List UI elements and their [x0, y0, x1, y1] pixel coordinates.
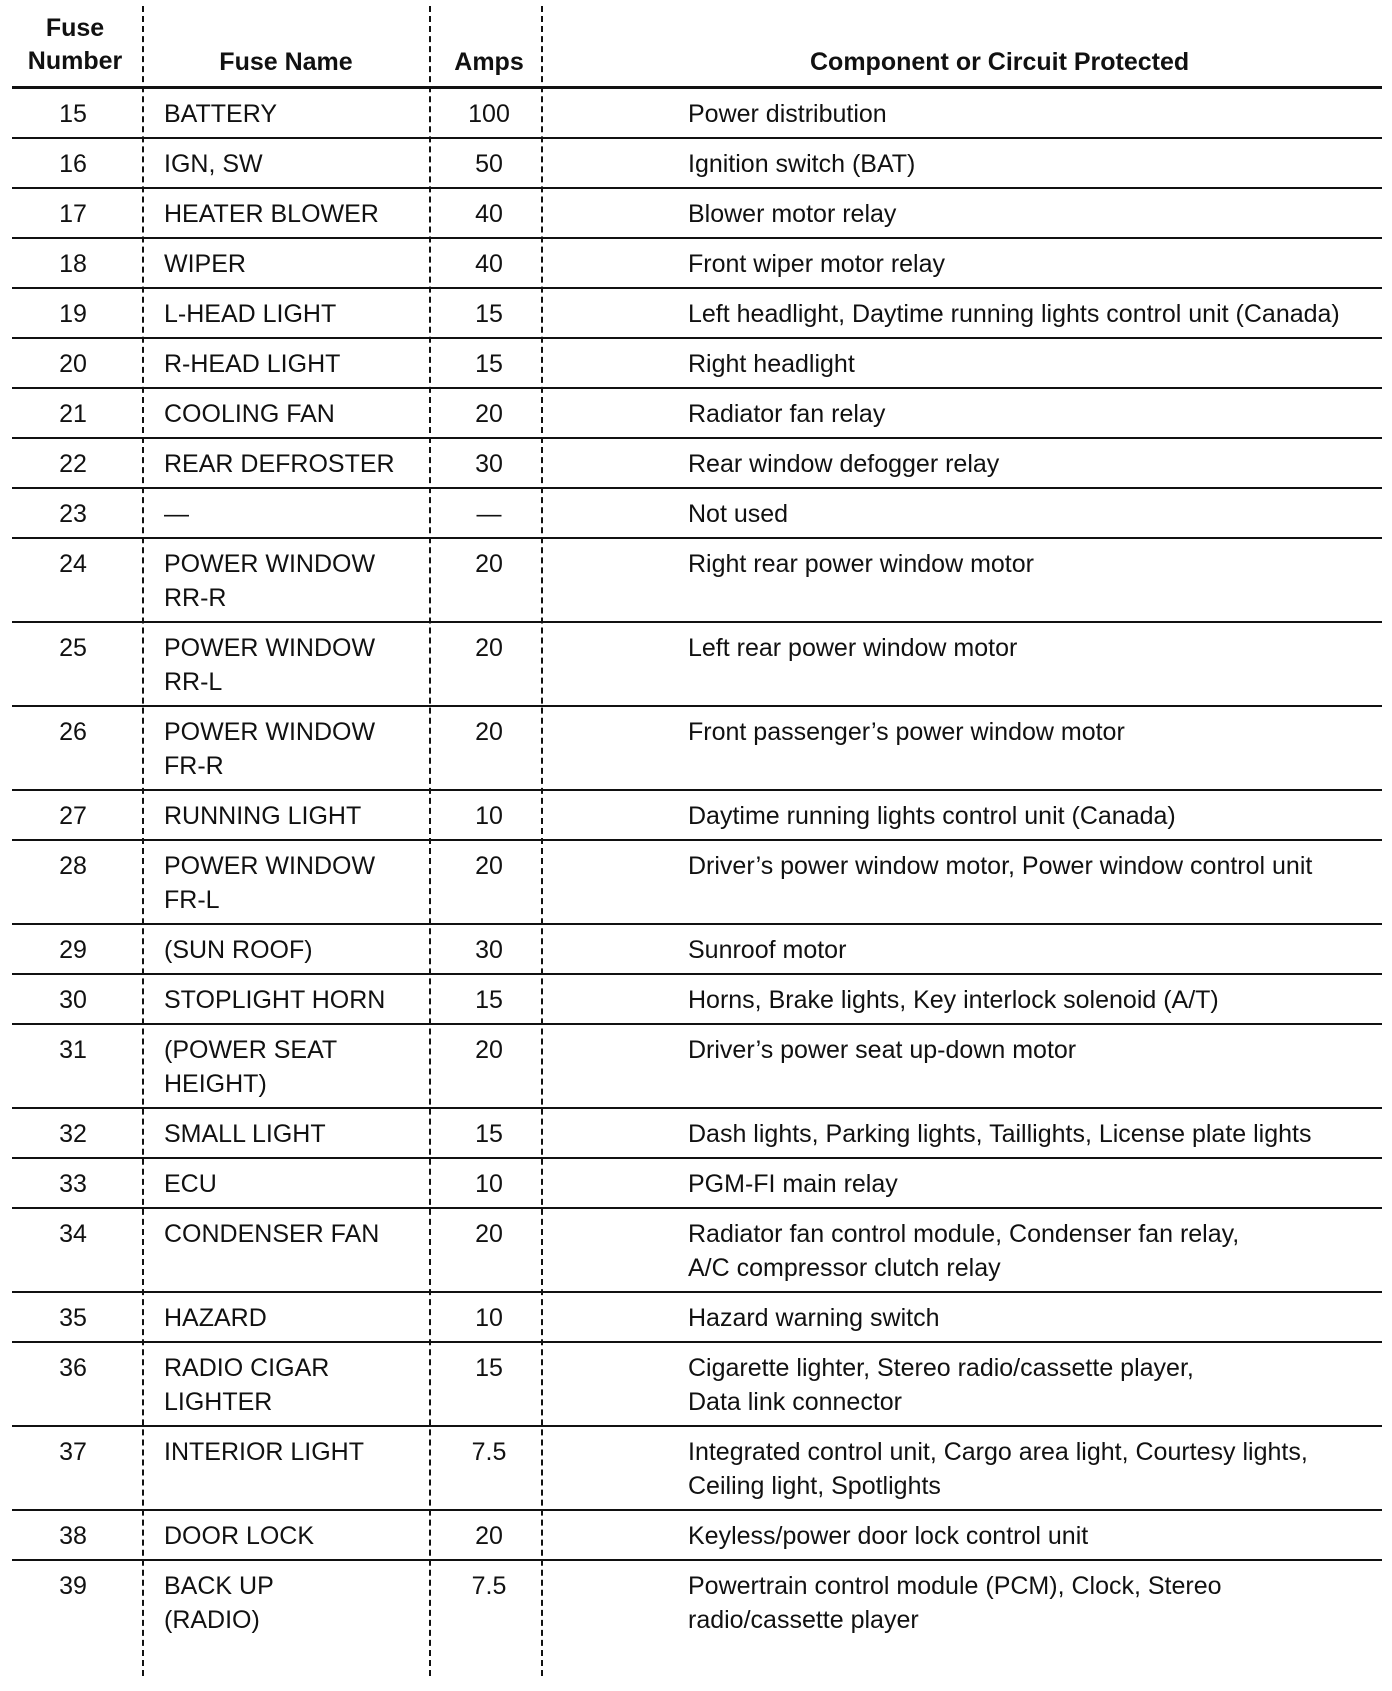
fuse-number-cell: 17 [59, 200, 87, 228]
fuse-name-cell: R-HEAD LIGHT [164, 350, 341, 378]
fuse-name-cell: POWER WINDOW RR-L [164, 634, 376, 696]
component-cell: Driver’s power seat up-down motor [688, 1036, 1077, 1064]
amps-cell: 20 [475, 634, 503, 662]
fuse-number-cell: 39 [59, 1572, 87, 1600]
amps-cell: 15 [475, 986, 503, 1014]
fuse-name-cell: IGN, SW [164, 150, 263, 178]
amps-cell: 40 [475, 250, 503, 278]
fuse-number-cell: 23 [59, 500, 87, 528]
fuse-number-cell: 18 [59, 250, 87, 278]
fuse-number-cell: 26 [59, 718, 87, 746]
fuse-number-cell: 33 [59, 1170, 87, 1198]
table-row [12, 975, 1382, 1025]
table-row [12, 539, 1382, 623]
amps-cell: 20 [475, 400, 503, 428]
fuse-name-cell: COOLING FAN [164, 400, 335, 428]
fuse-name-cell: L-HEAD LIGHT [164, 300, 337, 328]
fuse-number-cell: 38 [59, 1522, 87, 1550]
table-row [12, 1109, 1382, 1159]
table-row [12, 339, 1382, 389]
amps-cell: 40 [475, 200, 503, 228]
table-body [12, 89, 1382, 1691]
fuse-name-cell: BACK UP (RADIO) [164, 1572, 274, 1634]
component-cell: Blower motor relay [688, 200, 897, 228]
fuse-number-cell: 27 [59, 802, 87, 830]
fuse-name-cell: POWER WINDOW FR-L [164, 852, 376, 914]
component-cell: Dash lights, Parking lights, Taillights, License plate lights [688, 1120, 1312, 1148]
fuse-number-cell: 30 [59, 986, 87, 1014]
amps-cell: 15 [475, 1120, 503, 1148]
component-cell: Daytime running lights control unit (Canada) [688, 802, 1176, 830]
component-cell: Front passenger’s power window motor [688, 718, 1125, 746]
component-cell: Cigarette lighter, Stereo radio/cassette player, Data link connector [688, 1354, 1194, 1416]
fuse-name-cell: (POWER SEAT HEIGHT) [164, 1036, 338, 1098]
component-cell: Horns, Brake lights, Key interlock solenoid (A/T) [688, 986, 1219, 1014]
component-cell: Right headlight [688, 350, 855, 378]
table-row [12, 623, 1382, 707]
table-row [12, 439, 1382, 489]
table-row [12, 139, 1382, 189]
table-row [12, 1343, 1382, 1427]
fuse-name-cell: — [164, 500, 189, 528]
component-cell: Right rear power window motor [688, 550, 1034, 578]
component-cell: Radiator fan control module, Condenser fan relay, A/C compressor clutch relay [688, 1220, 1240, 1282]
component-cell: Driver’s power window motor, Power window control unit [688, 852, 1313, 880]
amps-cell: 30 [475, 450, 503, 478]
amps-cell: 50 [475, 150, 503, 178]
header-fuse-number: Fuse Number [27, 14, 123, 75]
fuse-name-cell: RADIO CIGAR LIGHTER [164, 1354, 330, 1416]
component-cell: Left headlight, Daytime running lights control unit (Canada) [688, 300, 1340, 328]
component-cell: Front wiper motor relay [688, 250, 946, 278]
component-cell: Power distribution [688, 100, 887, 128]
table-row [12, 1025, 1382, 1109]
fuse-name-cell: INTERIOR LIGHT [164, 1438, 365, 1466]
fuse-number-cell: 37 [59, 1438, 87, 1466]
fuse-name-cell: HEATER BLOWER [164, 200, 379, 228]
fuse-name-cell: HAZARD [164, 1304, 267, 1332]
table-row [12, 489, 1382, 539]
fuse-name-cell: DOOR LOCK [164, 1522, 315, 1550]
fuse-number-cell: 31 [59, 1036, 87, 1064]
table-row [12, 707, 1382, 791]
fuse-number-cell: 15 [59, 100, 87, 128]
table-row [12, 289, 1382, 339]
fuse-name-cell: RUNNING LIGHT [164, 802, 362, 830]
table-row [12, 1159, 1382, 1209]
amps-cell: 20 [475, 852, 503, 880]
fuse-number-cell: 35 [59, 1304, 87, 1332]
fuse-number-cell: 21 [59, 400, 87, 428]
component-cell: Ignition switch (BAT) [688, 150, 916, 178]
amps-cell: 30 [475, 936, 503, 964]
amps-cell: 15 [475, 350, 503, 378]
amps-cell: 10 [475, 802, 503, 830]
fuse-name-cell: ECU [164, 1170, 217, 1198]
table-row [12, 389, 1382, 439]
component-cell: PGM-FI main relay [688, 1170, 898, 1198]
table-row [12, 841, 1382, 925]
table-row [12, 239, 1382, 289]
amps-cell: 20 [475, 1522, 503, 1550]
component-cell: Hazard warning switch [688, 1304, 940, 1332]
fuse-number-cell: 32 [59, 1120, 87, 1148]
fuse-number-cell: 16 [59, 150, 87, 178]
fuse-number-cell: 28 [59, 852, 87, 880]
fuse-number-cell: 24 [59, 550, 87, 578]
component-cell: Keyless/power door lock control unit [688, 1522, 1089, 1550]
component-cell: Not used [688, 500, 789, 528]
amps-cell: — [476, 500, 502, 528]
amps-cell: 7.5 [471, 1572, 507, 1600]
amps-cell: 20 [475, 1036, 503, 1064]
component-cell: Left rear power window motor [688, 634, 1018, 662]
table-row [12, 925, 1382, 975]
component-cell: Powertrain control module (PCM), Clock, Stereo radio/cassette player [688, 1572, 1222, 1634]
table-row [12, 1293, 1382, 1343]
fuse-name-cell: POWER WINDOW RR-R [164, 550, 376, 612]
amps-cell: 7.5 [471, 1438, 507, 1466]
table-row [12, 1209, 1382, 1293]
fuse-name-cell: REAR DEFROSTER [164, 450, 395, 478]
fuse-name-cell: (SUN ROOF) [164, 936, 313, 964]
amps-cell: 10 [475, 1170, 503, 1198]
fuse-number-cell: 29 [59, 936, 87, 964]
table-row [12, 1427, 1382, 1511]
table-row [12, 1511, 1382, 1561]
table-row [12, 1561, 1382, 1691]
fuse-name-cell: POWER WINDOW FR-R [164, 718, 376, 780]
component-cell: Radiator fan relay [688, 400, 886, 428]
fuse-name-cell: CONDENSER FAN [164, 1220, 380, 1248]
fuse-name-cell: WIPER [164, 250, 246, 278]
amps-cell: 10 [475, 1304, 503, 1332]
component-cell: Rear window defogger relay [688, 450, 1000, 478]
fuse-number-cell: 22 [59, 450, 87, 478]
table-row [12, 791, 1382, 841]
fuse-number-cell: 34 [59, 1220, 87, 1248]
amps-cell: 20 [475, 1220, 503, 1248]
amps-cell: 100 [468, 100, 510, 128]
fuse-number-cell: 36 [59, 1354, 87, 1382]
component-cell: Integrated control unit, Cargo area light, Courtesy lights, Ceiling light, Spotlights [688, 1438, 1308, 1500]
fuse-number-cell: 25 [59, 634, 87, 662]
fuse-number-cell: 20 [59, 350, 87, 378]
header-fuse-name: Fuse Name [219, 48, 353, 76]
header-amps: Amps [454, 48, 524, 76]
component-cell: Sunroof motor [688, 936, 847, 964]
amps-cell: 20 [475, 550, 503, 578]
table-row [12, 189, 1382, 239]
fuse-name-cell: SMALL LIGHT [164, 1120, 326, 1148]
fuse-name-cell: STOPLIGHT HORN [164, 986, 386, 1014]
fuse-name-cell: BATTERY [164, 100, 277, 128]
amps-cell: 15 [475, 300, 503, 328]
header-component: Component or Circuit Protected [810, 48, 1190, 76]
amps-cell: 20 [475, 718, 503, 746]
amps-cell: 15 [475, 1354, 503, 1382]
table-row [12, 89, 1382, 139]
fuse-number-cell: 19 [59, 300, 87, 328]
